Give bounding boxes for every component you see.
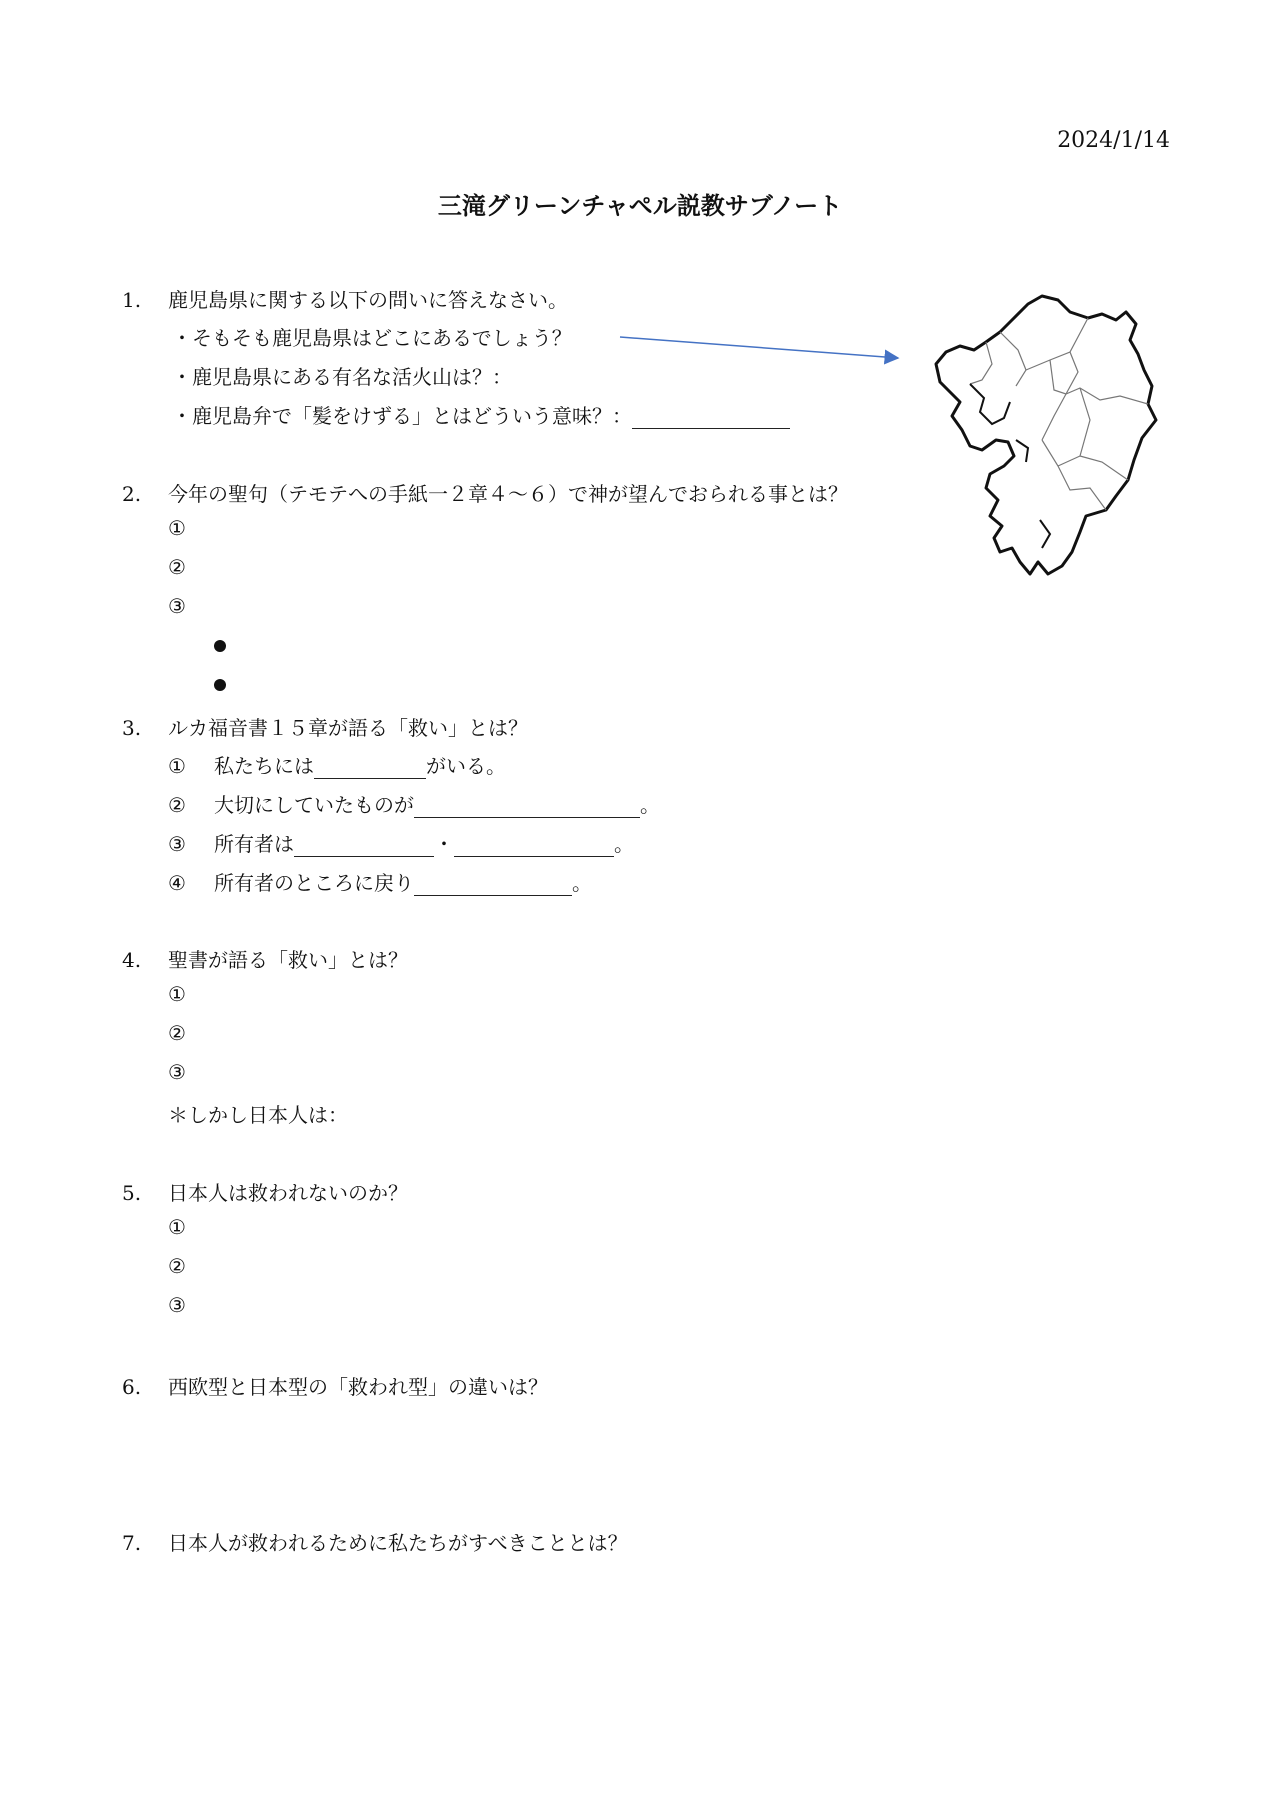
question-2-number: 2. (122, 482, 142, 506)
item-text: 所有者のところに戻り (214, 871, 414, 895)
question-5-item-3: ③ (168, 1293, 186, 1317)
question-5-item-2: ② (168, 1254, 186, 1278)
question-7 (122, 1527, 628, 1556)
item-marker: ① (168, 754, 186, 778)
question-7-text: 日本人が救われるために私たちがすべきこととは？ (168, 1531, 628, 1555)
question-2-item-3: ③ (168, 594, 186, 618)
question-6-number: 6. (122, 1375, 142, 1399)
page-title: 三滝グリーンチャペル説教サブノート (437, 191, 843, 220)
question-3-item-4 (168, 867, 592, 896)
question-5-text: 日本人は救われないのか？ (168, 1181, 408, 1205)
question-1-text: 鹿児島県に関する以下の問いに答えなさい。 (168, 288, 568, 312)
item-text: がいる。 (426, 754, 506, 778)
answer-blank[interactable] (414, 875, 572, 896)
question-3-item-3 (168, 828, 634, 857)
answer-blank[interactable] (454, 836, 614, 857)
arrow-line (620, 337, 898, 358)
answer-blank[interactable] (414, 797, 640, 818)
question-4 (122, 944, 408, 973)
question-1-sub-1: ・そもそも鹿児島県はどこにあるでしょう？ (172, 326, 572, 350)
item-text: 。 (640, 793, 660, 817)
question-2-item-1: ① (168, 516, 186, 540)
question-3-number: 3. (122, 716, 142, 740)
question-4-item-1: ① (168, 982, 186, 1006)
question-4-text: 聖書が語る「救い」とは？ (168, 948, 408, 972)
item-separator: ・ (434, 832, 454, 856)
answer-blank[interactable] (314, 758, 426, 779)
bullet-point (214, 679, 226, 691)
question-1-sub-2: ・鹿児島県にある有名な活火山は？： (172, 365, 512, 389)
question-5-number: 5. (122, 1181, 142, 1205)
question-6 (122, 1371, 548, 1400)
date: 2024/1/14 (1057, 128, 1170, 153)
question-2-text: 今年の聖句（テモテへの手紙一２章４～６）で神が望んでおられる事とは？ (168, 482, 848, 506)
question-6-text: 西欧型と日本型の「救われ型」の違いは？ (168, 1375, 548, 1399)
kyushu-map (930, 290, 1170, 590)
item-marker: ③ (168, 832, 186, 856)
question-7-number: 7. (122, 1531, 142, 1555)
question-5 (122, 1177, 408, 1206)
question-2 (122, 478, 848, 507)
question-3-text: ルカ福音書１５章が語る「救い」とは？ (168, 716, 528, 740)
kyushu-outline (936, 296, 1156, 574)
question-1-number: 1. (122, 288, 142, 312)
question-4-item-2: ② (168, 1021, 186, 1045)
bullet-point (214, 640, 226, 652)
item-text: 所有者は (214, 832, 294, 856)
question-3-item-2 (168, 789, 660, 818)
question-5-item-1: ① (168, 1215, 186, 1239)
question-3-item-1 (168, 750, 506, 779)
question-4-number: 4. (122, 948, 142, 972)
item-text: 。 (614, 832, 634, 856)
item-text: 。 (572, 871, 592, 895)
item-text: 大切にしていたものが (214, 793, 414, 817)
item-marker: ④ (168, 871, 186, 895)
item-text: 私たちには (214, 754, 314, 778)
question-3 (122, 712, 528, 741)
answer-blank[interactable] (294, 836, 434, 857)
question-4-note: ＊しかし日本人は： (168, 1103, 348, 1127)
item-marker: ② (168, 793, 186, 817)
question-1-sub-3-text: ・鹿児島弁で「髪をけずる」とはどういう意味？： (172, 404, 632, 428)
question-4-item-3: ③ (168, 1060, 186, 1084)
question-2-item-2: ② (168, 555, 186, 579)
